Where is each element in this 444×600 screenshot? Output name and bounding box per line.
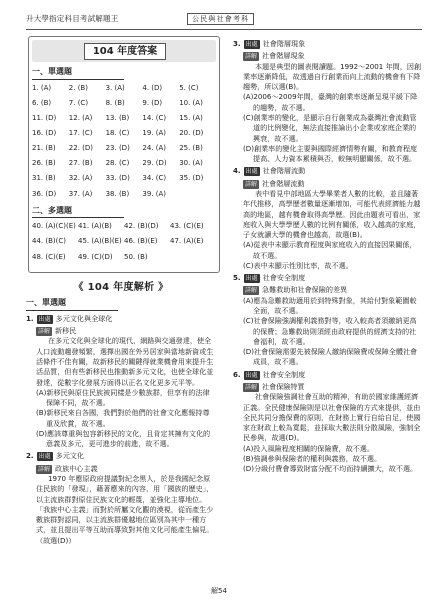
section-rule	[32, 79, 124, 80]
option-note: (A)投入風險程度相關的保險費，故不選。	[243, 443, 374, 453]
answer-item: 47. (A)(E)	[170, 237, 204, 246]
source-topic: 社會安全制度	[262, 273, 306, 283]
answer-item: 43. (C)(E)	[170, 222, 204, 231]
question-4-explanation	[233, 166, 423, 271]
explanation-body: 1970 年應原政府提議對紀念黑人，於是我國紀念原住民族的「發現」，藉著應來的內容，用「國族的歷史」，以主流族群對原住民族文化的輕蔑，並強化主導地位。「我族中心主義」而對於所屬文化觀的漠視，從而產生少數族群對認同，以主流族群優越地位區別為其中一種方式，並且提出平等互助而導致對其他文化可能產生偏見。（故選(D)）	[36, 474, 214, 545]
answer-item: 41. (A)(B)	[78, 222, 112, 231]
answer-item: 13. (B)	[105, 113, 130, 122]
section-rule	[32, 217, 124, 218]
answer-item: 9. (D)	[142, 98, 163, 107]
answer-item: 24. (A)	[142, 144, 166, 153]
answer-item: 38. (B)	[105, 189, 130, 198]
answer-item: 28. (C)	[105, 159, 130, 168]
answer-key-title-band	[32, 40, 216, 62]
source-tag: 出處	[38, 453, 51, 461]
question-5-explanation	[233, 273, 423, 368]
answer-item: 44. (B)(C)	[32, 237, 66, 246]
answer-item: 45. (A)(B)(E)	[78, 237, 122, 246]
explain-tag: 詳解	[245, 384, 258, 391]
option-notes	[233, 444, 423, 475]
answer-item: 1. (A)	[32, 83, 52, 92]
key-concept: 急難救助和社會保險的差異	[262, 285, 348, 295]
option-note: (C)創業率的變化，是顯示自行創業成為臺灣社會流動管道的比例變化，無法直接推論出小企業或家庭企業的興衰，故不選。	[243, 112, 417, 143]
left-column	[26, 36, 216, 546]
answer-item: 40. (A)(C)(E)	[32, 222, 76, 231]
source-tag: 出處	[245, 168, 258, 176]
option-notes	[233, 296, 423, 368]
running-header	[26, 12, 426, 26]
option-note: (B)強調參與保險者的權利與義務，故不選。	[243, 453, 382, 463]
answer-item: 19. (A)	[142, 129, 166, 138]
option-note: (B)新移民來自各國，我們對於他們的社會文化應報持尊重及欣賞，故不選。	[36, 408, 210, 428]
answer-item: 18. (C)	[105, 129, 130, 138]
page-number: 解54	[211, 587, 227, 595]
answer-item: 34. (C)	[142, 174, 167, 183]
option-notes	[233, 240, 423, 271]
single-choice-answers	[32, 83, 216, 199]
answer-item: 10. (A)	[179, 98, 203, 107]
question-3-explanation	[233, 39, 423, 164]
question-1-explanation	[26, 314, 216, 450]
question-6-explanation	[233, 370, 423, 475]
answer-item: 46. (B)(E)	[124, 237, 158, 246]
answer-item: 36. (D)	[32, 189, 57, 198]
question-2-explanation	[26, 451, 216, 546]
option-notes	[26, 388, 216, 450]
subject-label: 公民與社會考科	[187, 13, 254, 25]
explanation-body: 社會保險強調社會互助的精神，有助於國家維護經濟正義。全民健康保險則是以社會保險的方式來提供，並由全民共同分擔保費的原則，在財務上實行自給自足，使國家在財政上較為寬鬆，並採取大數法則分散風險，強制全民參與，故選(D)。	[243, 392, 421, 443]
answer-key-title: 104 年度答案	[84, 43, 166, 60]
key-concept: 政族中心主義	[55, 463, 98, 473]
option-note: (C)社會保險強調權利義務對等，收入較高者須繳納更高的保費；急難救助則須經由政府提供的經濟支持的社會福利，故不選。	[243, 316, 417, 346]
book-series-title: 升大學指定科目考試解題王	[26, 14, 119, 23]
explain-tag: 詳解	[245, 287, 258, 295]
answer-item: 21. (B)	[32, 144, 56, 153]
answer-item: 2. (B)	[68, 83, 88, 92]
option-note: (C)表中未顯示性別比率，故不選。	[243, 260, 353, 270]
header-rule	[26, 29, 422, 30]
explanation-title: 《 104 年度解析 》	[73, 281, 169, 293]
answer-item: 33. (D)	[105, 174, 130, 183]
option-note: (D)創業率的變化主要與國際經濟情勢有關，和教育程度提高、人力資本累積與否，較無明顯關係，故不選。	[243, 143, 418, 164]
answer-item: 17. (C)	[68, 129, 93, 138]
answer-item: 3. (A)	[105, 83, 125, 92]
answer-item: 15. (A)	[179, 113, 203, 122]
option-note: (D)應該尊重與包容新移民的文化，且肯定其擁有文化的意義及多元，更可進步的前進，故不選。	[36, 428, 211, 449]
key-concept: 新移民	[55, 326, 77, 336]
explain-tag: 詳解	[38, 465, 51, 473]
multi-choice-answers	[32, 221, 216, 261]
source-topic: 社會階層流動	[262, 166, 306, 176]
option-note: (A)2006～2009年間，臺灣的創業率逐漸呈現平緩下降的趨勢，故不選。	[243, 92, 418, 112]
source-tag: 出處	[245, 41, 258, 48]
answer-item: 4. (D)	[142, 83, 163, 92]
source-tag: 出處	[245, 371, 258, 379]
answer-item: 27. (B)	[68, 159, 93, 168]
answer-item: 37. (A)	[68, 189, 93, 198]
answer-item: 35. (D)	[179, 174, 204, 183]
source-tag: 出處	[245, 275, 258, 283]
question-number: 4.	[233, 166, 241, 176]
explanation-body: 本題是典型的圖表閱讀題。1992～2001 年間，因創業率逐漸降低，故透過自行創業而向上流動的機會有下降趨勢，所以選(B)。	[243, 61, 422, 92]
answer-item: 14. (C)	[142, 113, 167, 122]
explanation-section-heading: 一、單選題	[26, 298, 66, 308]
answer-item: 22. (D)	[68, 144, 94, 153]
answer-item: 29. (D)	[142, 159, 167, 168]
question-number: 2.	[26, 451, 34, 461]
source-topic: 多元文化與全球化	[55, 313, 113, 323]
explain-tag: 詳解	[245, 180, 258, 188]
option-note: (D)分級付費會導致財富分配不均而持續擴大，故不選。	[243, 464, 418, 474]
answer-item: 26. (B)	[32, 159, 56, 168]
explanation-body: 在多元文化與全球化的現代，網路與交通發達，使全人口流動趨發頻繁，選擇出國在外另居家與當地新資或生活條件不佳有關，故新移民的關鍵得就業機會用來提升生活品質，但有些新移民也推動新多元文化，也使全球化並發達，從數字化發展方面得以正名文化更多元平等。	[36, 336, 214, 387]
answer-item: 42. (B)(D)	[124, 222, 159, 231]
answer-item: 25. (B)	[179, 144, 203, 153]
explain-tag: 詳解	[38, 328, 51, 336]
answer-item: 20. (D)	[179, 129, 204, 138]
source-topic: 多元文化	[55, 451, 85, 461]
answer-item: 32. (A)	[68, 174, 93, 183]
key-concept: 社會階層現象	[262, 51, 305, 61]
answer-item: 30. (A)	[179, 159, 203, 168]
answer-item: 31. (B)	[32, 174, 56, 183]
option-note: (A)應為急難救助適用於到特殊對象，其給付對象範圍較全面，故不選。	[243, 295, 417, 316]
explain-tag: 詳解	[245, 53, 258, 61]
source-topic: 社會安全制度	[262, 369, 306, 379]
answer-item: 48. (C)(E)	[32, 252, 66, 261]
option-note: (A)從表中未顯示教育程度與家庭收入的直接因果關係，故不選。	[243, 240, 417, 260]
answer-item: 50. (B)	[124, 252, 148, 261]
source-tag: 出處	[38, 315, 51, 323]
answer-item: 7. (C)	[68, 98, 89, 107]
answer-item: 8. (B)	[105, 98, 125, 107]
single-choice-heading: 一、單選題	[32, 67, 72, 76]
answer-item: 11. (D)	[32, 113, 57, 122]
key-concept: 社會保險特質	[262, 382, 305, 391]
answer-item: 23. (D)	[105, 144, 130, 153]
question-number: 5.	[233, 273, 241, 283]
source-topic: 社會階層現象	[262, 39, 306, 48]
answer-item: 39. (A)	[142, 189, 166, 198]
answer-key-box	[28, 36, 220, 273]
question-number: 6.	[233, 369, 241, 379]
question-number: 1.	[26, 313, 34, 323]
answer-item: 6. (B)	[32, 98, 52, 107]
multi-choice-heading: 二、多選題	[32, 205, 72, 215]
answer-item: 49. (C)(D)	[78, 252, 113, 261]
key-concept: 社會階層流動	[262, 178, 305, 188]
question-number: 3.	[233, 39, 241, 48]
explanation-body: 表中看見中部地區大學畢業者人數的比較，並且隨著年代推移，高學歷者數量逐漸增加，可能代表經濟能力越高的地區，越有機會取得高學歷。因此由題表可看出，家庭收入與大學學歷人數的比例有關係，收入越高的家庭，子女就讀大學的機會也越高，故選(B)。	[243, 188, 421, 240]
answer-item: 5. (C)	[179, 83, 199, 92]
option-notes	[233, 92, 423, 164]
right-column	[233, 37, 423, 475]
option-note: (D)社會保險需要先被保險人繳納保險費或保障全體社會成員，故不選。	[243, 347, 418, 367]
answer-item: 12. (A)	[68, 113, 93, 122]
option-note: (A)新移民與原住民族被同樣是少數族群，但享有的法律保障不同，故不選。	[36, 387, 210, 408]
answer-item: 16. (D)	[32, 129, 57, 138]
section-rule	[26, 310, 118, 311]
